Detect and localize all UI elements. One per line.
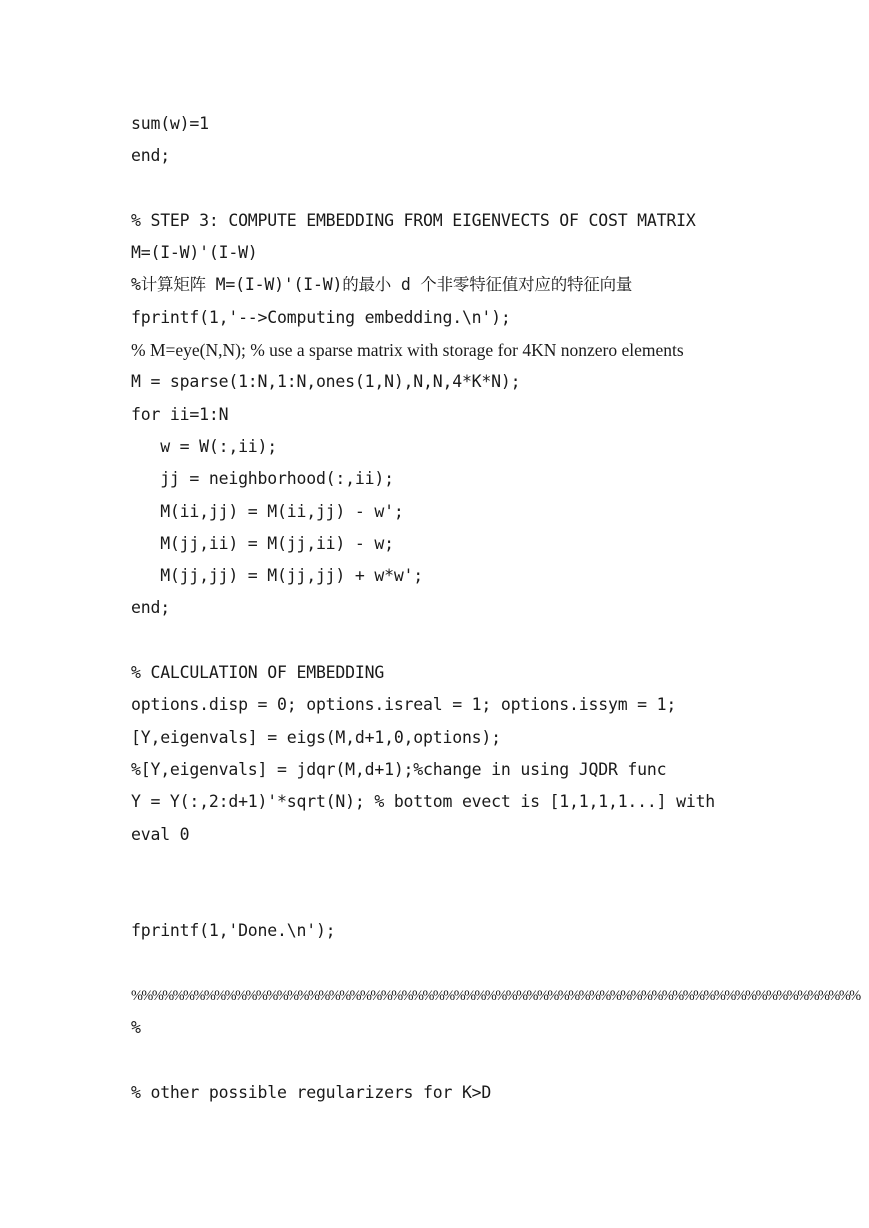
code-line: eval 0 (131, 824, 190, 844)
code-comment: % STEP 3: COMPUTE EMBEDDING FROM EIGENVECTS OF COST MATRIX (131, 210, 696, 230)
code-comment: %计算矩阵 M=(I-W)'(I-W)的最小 d 个非零特征值对应的特征向量 (131, 275, 633, 295)
code-comment: % M=eye(N,N); % use a sparse matrix with storage for 4KN nonzero elements (131, 340, 684, 361)
code-line: M(jj,jj) = M(jj,jj) + w*w'; (131, 566, 424, 586)
code-comment: % (131, 1018, 141, 1038)
code-line: fprintf(1,'Done.\n'); (131, 921, 336, 941)
code-line: end; (131, 598, 170, 618)
blank-line (131, 851, 851, 883)
blank-line (131, 948, 851, 980)
code-line: jj = neighborhood(:,ii); (131, 469, 394, 489)
code-line: Y = Y(:,2:d+1)'*sqrt(N); % bottom evect is [1,1,1,1...] with (131, 792, 716, 812)
code-line: [Y,eigenvals] = eigs(M,d+1,0,options); (131, 727, 501, 747)
blank-line (131, 173, 851, 205)
code-line: M=(I-W)'(I-W) (131, 243, 258, 263)
blank-line (131, 1045, 851, 1077)
code-line: options.disp = 0; options.isreal = 1; options.issym = 1; (131, 695, 677, 715)
comment-separator: %%%%%%%%%%%%%%%%%%%%%%%%%%%%%%%%%%%%%%%%%%%%%%%%%%%%%%%%%%%%%%%%%%%%%% (131, 988, 860, 1005)
code-comment: %[Y,eigenvals] = jdqr(M,d+1);%change in using JQDR func (131, 759, 667, 779)
code-line: M(jj,ii) = M(jj,ii) - w; (131, 533, 394, 553)
blank-line (131, 625, 851, 657)
code-comment: % CALCULATION OF EMBEDDING (131, 663, 385, 683)
code-line: sum(w)=1 (131, 114, 209, 133)
code-line: for ii=1:N (131, 404, 229, 424)
code-line: w = W(:,ii); (131, 436, 278, 456)
code-comment: % other possible regularizers for K>D (131, 1082, 492, 1102)
blank-line (131, 883, 851, 915)
code-line: fprintf(1,'-->Computing embedding.\n'); (131, 307, 511, 327)
code-line: M(ii,jj) = M(ii,jj) - w'; (131, 501, 404, 521)
code-line: end; (131, 146, 170, 166)
code-listing (131, 108, 860, 1109)
code-line: M = sparse(1:N,1:N,ones(1,N),N,N,4*K*N); (131, 372, 521, 392)
